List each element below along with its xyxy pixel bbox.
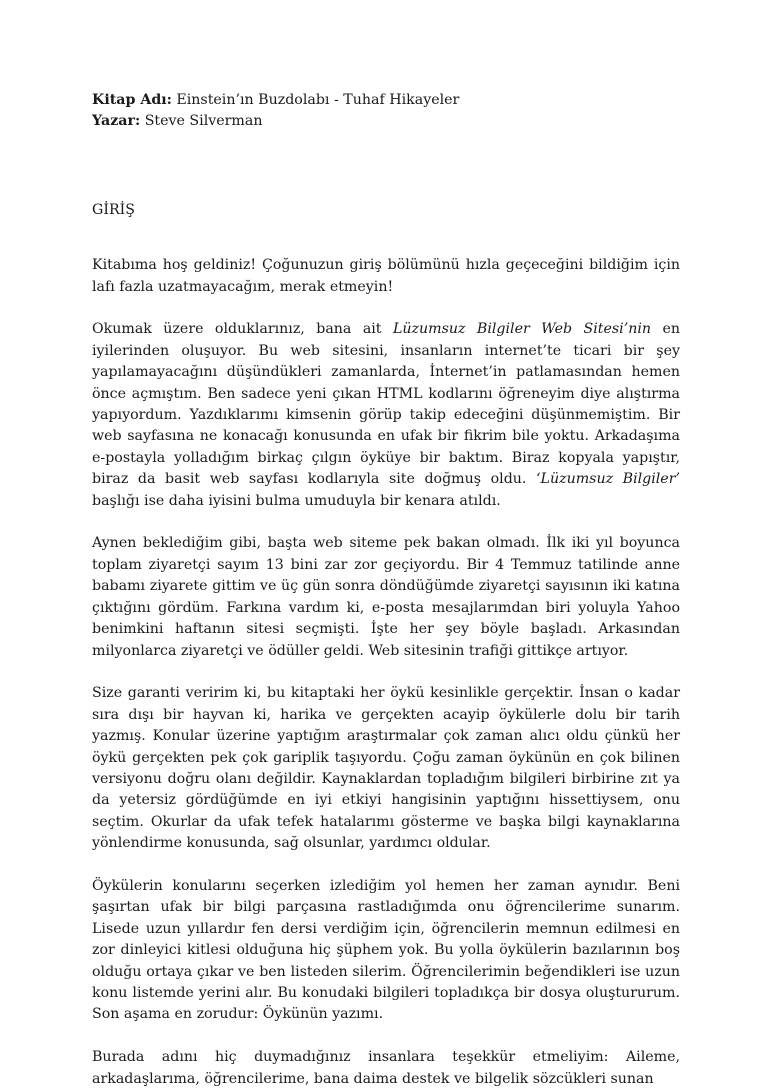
author-value: Steve Silverman xyxy=(140,113,263,130)
section-heading: GİRİŞ xyxy=(92,201,135,218)
website-name-italic: Lüzumsuz Bilgiler Web Sitesi’nin xyxy=(392,321,652,338)
document-page xyxy=(92,90,680,1090)
site-title-italic: ‘Lüzumsuz Bilgiler’ xyxy=(536,471,680,488)
book-title-line xyxy=(92,90,680,111)
author-label: Yazar: xyxy=(92,113,141,130)
paragraph-true-stories: Size garanti veririm ki, bu kitaptaki her öykü kesinlikle gerçektir. İnsan o kadar sıra dışı bir hayvan ki, harika ve gerçekten acayip öykülerle dolu bir tarih yazmış. Konular üzerine yaptığım araştırmalar çok zaman alıcı oldu çünkü her öykü gerçekten pek çok gariplik taşıyordu. Çoğu zaman öykünün en çok bilinen versiyonu doğru olanı değildir. Kaynaklardan topladığım bilgileri birbirine zıt ya da yetersiz gördüğümde en iyi etkiyi hangisinin yaptığını hissettiysem, onu seçtim. Okurlar da ufak tefek hatalarımı gösterme ve başka bilgi kaynaklarına yönlendirme konusunda, sağ olsunlar, yardımcı oldular. xyxy=(92,685,680,852)
author-line xyxy=(92,111,680,132)
paragraph-acknowledgements: Burada adını hiç duymadığınız insanlara teşekkür etmeliyim: Aileme, arkadaşlarıma, öğrencilerime, bana daima destek ve bilgelik sözcükleri sunan xyxy=(92,1049,680,1087)
paragraph-website-origin-part: en iyilerinden oluşuyor. Bu web sitesini, insanların internet’te ticari bir şey yapılamayacağını düşündükleri zamanlarda, İnternet’in patlamasından hemen önce açmıştım. Ben sadece yeni çıkan HTML kodlarını öğreneyim diye alıştırma yapıyordum. Yazdıklarımı kimsenin görüp takip edeceğini düşünmemiştim. Bir web sayfasına ne konacağı konusunda en ufak bir fikrim bile yoktu. Arkadaşıma e-postayla yolladığım birkaç çılgın öyküye bir baktım. Biraz kopyala yapıştır, biraz da basit web sayfası kodlarıyla site doğmuş oldu. xyxy=(92,321,680,488)
book-title-label: Kitap Adı: xyxy=(92,92,172,108)
paragraph-website-origin xyxy=(92,319,680,512)
paragraph-website-origin-part: başlığı ise daha iyisini bulma umuduyla bir kenara atıldı. xyxy=(92,492,501,509)
paragraph-welcome: Kitabıma hoş geldiniz! Çoğunuzun giriş bölümünü hızla geçeceğini bildiğim için lafı fazla uzatmayacağım, merak etmeyin! xyxy=(92,257,680,295)
paragraph-website-origin-part: Okumak üzere olduklarınız, bana ait xyxy=(92,321,393,338)
paragraph-topic-selection: Öykülerin konularını seçerken izlediğim yol hemen her zaman aynıdır. Beni şaşırtan ufak bir bilgi parçasına rastladığımda onu öğrencilerime sunarım. Lisede uzun yıllardır fen dersi verdiğim için, öğrencilerin memnun edilmesi en zor dinleyici kitlesi olduğuna hiç şüphem yok. Bu yolla öykülerin bazılarının boş olduğu ortaya çıkar ve ben listeden silerim. Öğrencilerimin beğendikleri ise uzun konu listemde yerini alır. Bu konudaki bilgileri topladıkça bir dosya oluştururum. Son aşama en zorudur: Öykünün yazımı. xyxy=(92,877,680,1023)
paragraph-traffic-growth: Aynen beklediğim gibi, başta web siteme pek bakan olmadı. İlk iki yıl boyunca toplam ziyaretçi sayım 13 bini zar zor geçiyordu. Bir 4 Temmuz tatilinde anne babamı ziyarete gittim ve üç gün sonra döndüğümde ziyaretçi sayısının iki katına çıktığını gördüm. Farkına vardım ki, e-posta mesajlarımdan biri yoluyla Yahoo benimkini haftanın sitesi seçmişti. İşte her şey böyle başladı. Arkasından milyonlarca ziyaretçi ve ödüller geldi. Web sitesinin trafiği gittikçe artıyor. xyxy=(92,535,680,659)
book-title-value: Einstein’ın Buzdolabı - Tuhaf Hikayeler xyxy=(171,92,460,108)
